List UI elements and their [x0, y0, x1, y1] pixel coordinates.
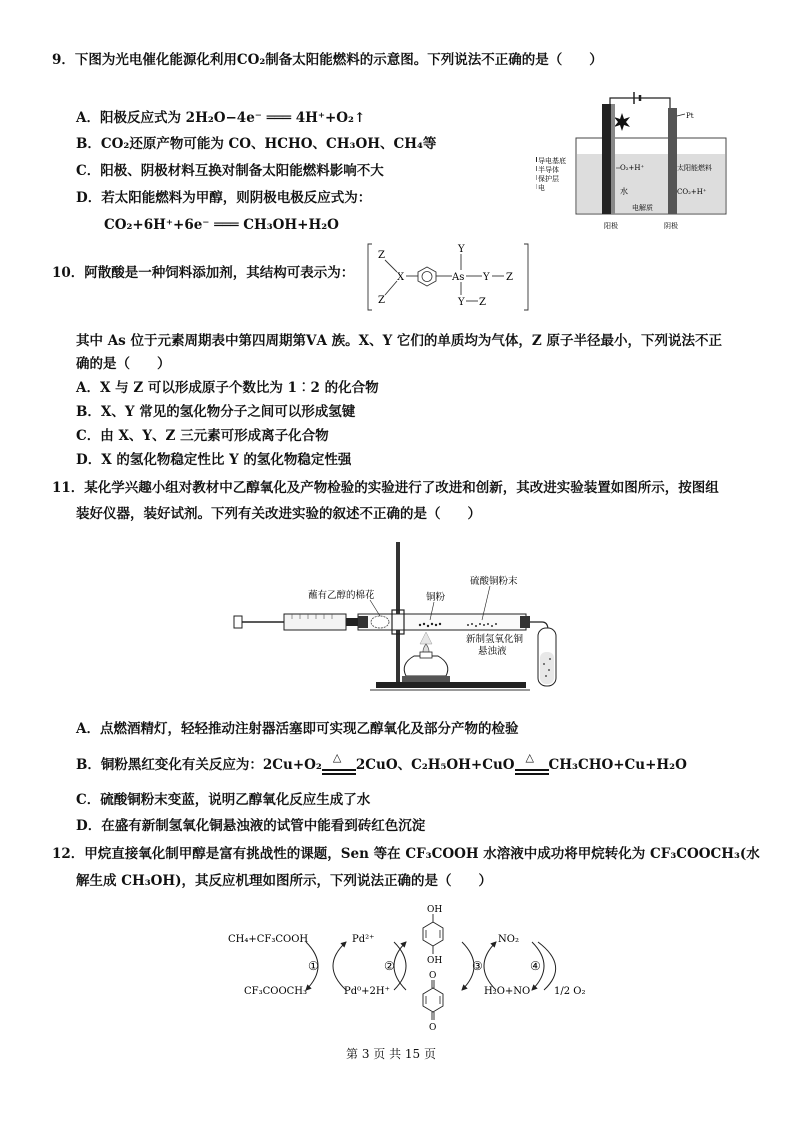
q9-stem: 9．下图为光电催化能源化利用CO₂制备太阳能燃料的示意图。下列说法不正确的是（ ） [52, 52, 603, 68]
q10-structure-diagram [366, 240, 530, 314]
q11-option-b-post: CH₃CHO+Cu+H₂O [548, 757, 687, 773]
q12-o-top: O [429, 971, 437, 981]
q11-line1: 11．某化学兴趣小组对教材中乙醇氧化及产物检验的实验进行了改进和创新，其改进实验装置如图所示，按图组 [52, 480, 719, 496]
q12-step1: ① [308, 959, 319, 973]
q10-option-a: A．X 与 Z 可以形成原子个数比为 1︰2 的化合物 [76, 380, 379, 396]
q9-option-a: A．阳极反应式为 2H₂O−4e⁻ ═══ 4H⁺+O₂↑ [76, 110, 366, 126]
heat-symbol-icon: △ [525, 750, 535, 764]
q11-option-b [76, 750, 687, 776]
q12-step3: ③ [472, 959, 483, 973]
q11-apparatus-diagram [230, 540, 564, 696]
q12-o-bottom: O [429, 1023, 437, 1033]
q12-half-o2: 1/2 O₂ [554, 986, 586, 997]
q12-product: CF₃COOCH₃ [244, 986, 308, 997]
q10-x: X [397, 272, 405, 283]
q9-label-substrate: 导电基底 [538, 157, 566, 165]
q12-reactant: CH₄+CF₃COOH [228, 934, 309, 945]
q10-z-right: Z [506, 272, 513, 283]
q9-water-label: 水 [620, 187, 628, 196]
q9-fuel-label: 太阳能燃料 [677, 164, 712, 172]
page-number: 第 3 页 共 15 页 [346, 1047, 436, 1061]
q10-line2: 确的是（ ） [76, 356, 171, 372]
q10-y-right: Y [483, 272, 490, 283]
q12-step2: ② [384, 959, 395, 973]
q12-h2o-no: H₂O+NO [484, 986, 531, 997]
heat-arrow-2 [515, 750, 549, 771]
q12-no2: NO₂ [498, 934, 519, 945]
q12-oh-top: OH [427, 905, 443, 915]
q11-option-b-pre: B．铜粉黑红变化有关反应为：2Cu+O₂ [76, 757, 322, 773]
q12-line1: 12．甲烷直接氧化制甲醇是富有挑战性的课题，Sen 等在 CF₃COOH 水溶液中成功将甲烷转化为 CF₃COOCH₃(水 [52, 846, 760, 862]
q10-option-c: C．由 X、Y、Z 三元素可形成离子化合物 [76, 428, 329, 444]
q12-mechanism-diagram [226, 900, 616, 1038]
q9-label-protect: 保护层 [538, 175, 559, 183]
q11-option-d: D．在盛有新制氢氧化铜悬浊液的试管中能看到砖红色沉淀 [76, 818, 426, 834]
q10-stem: 10．阿散酸是一种饲料添加剂，其结构可表示为： [52, 265, 355, 281]
q11-cu-label: 铜粉 [426, 592, 446, 603]
q9-pt-label: Pt [686, 112, 694, 120]
q10-z-bottom: Z [479, 297, 486, 308]
q9-option-d: D．若太阳能燃料为甲醇，则阴极电极反应式为： [76, 190, 372, 206]
q12-oh-bottom: OH [427, 956, 443, 966]
heat-symbol-icon: △ [332, 750, 342, 764]
q9-o2-label: O₂+H⁺ [620, 164, 645, 172]
q11-cotton-label: 蘸有乙醇的棉花 [308, 590, 375, 601]
q9-electrolyte-label: 电解质 [632, 204, 653, 212]
q11-line2: 装好仪器，装好试剂。下列有关改进实验的叙述不正确的是（ ） [76, 506, 481, 522]
q12-pd2: Pd²⁺ [352, 934, 375, 945]
q10-y-top: Y [458, 244, 465, 255]
q12-step4: ④ [530, 959, 541, 973]
q11-cuoh2-label2: 悬浊液 [478, 646, 507, 657]
q11-option-a: A．点燃酒精灯，轻轻推动注射器活塞即可实现乙醇氧化及部分产物的检验 [76, 721, 519, 737]
q9-electrolysis-diagram [536, 86, 728, 234]
heat-arrow-1 [322, 750, 356, 771]
q11-cuso4-label: 硫酸铜粉末 [470, 576, 518, 587]
q10-z2: Z [378, 295, 385, 306]
q11-cuoh2-label1: 新制氢氧化铜 [466, 634, 524, 645]
q10-line1: 其中 As 位于元素周期表中第四周期第ⅤA 族。X、Y 它们的单质均为气体，Z 原子半径最小，下列说法不正 [76, 333, 722, 349]
q10-y-bottom: Y [458, 297, 465, 308]
q9-cathode-label: 阴极 [664, 222, 678, 230]
q9-label-electric: 电 [538, 184, 545, 192]
light-star-icon [614, 113, 630, 131]
q10-option-b: B．X、Y 常见的氢化物分子之间可以形成氢键 [76, 404, 356, 420]
q9-co2-label: CO₂+H⁺ [677, 188, 707, 196]
q10-as: As [452, 272, 465, 283]
q9-label-semiconductor: 半导体 [538, 166, 559, 174]
q10-z1: Z [378, 250, 385, 261]
q9-option-d-equation: CO₂+6H⁺+6e⁻ ═══ CH₃OH+H₂O [104, 217, 339, 233]
q10-option-d: D．X 的氢化物稳定性比 Y 的氢化物稳定性强 [76, 452, 352, 468]
q9-option-b: B．CO₂还原产物可能为 CO、HCHO、CH₃OH、CH₄等 [76, 136, 437, 152]
q12-line2: 解生成 CH₃OH)，其反应机理如图所示，下列说法正确的是（ ） [76, 873, 493, 889]
q11-option-c: C．硫酸铜粉末变蓝，说明乙醇氧化反应生成了水 [76, 792, 371, 808]
q9-option-c: C．阳极、阴极材料互换对制备太阳能燃料影响不大 [76, 163, 384, 179]
q12-pd0: Pd⁰+2H⁺ [344, 986, 390, 997]
q9-anode-label: 阳极 [604, 222, 618, 230]
q11-option-b-mid: 2CuO、C₂H₅OH+CuO [355, 757, 515, 773]
